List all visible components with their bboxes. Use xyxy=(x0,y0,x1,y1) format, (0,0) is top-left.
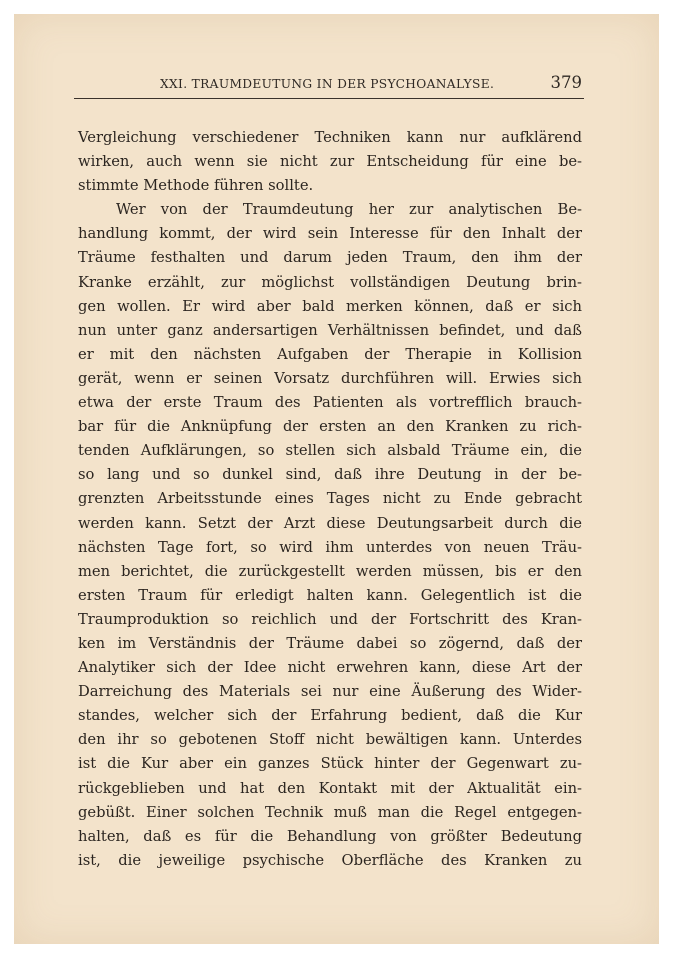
text-line: Darreichung des Materials sei nur eine Äußerung des Wider- xyxy=(78,683,582,701)
text-line: stimmte Methode führen sollte. xyxy=(78,177,314,195)
text-line: bar für die Anknüpfung der ersten an den Kranken zu rich- xyxy=(78,418,582,436)
text-line: so lang und so dunkel sind, daß ihre Deutung in der be- xyxy=(78,466,582,484)
page-header xyxy=(74,72,584,99)
running-title: XXI. TRAUMDEUTUNG IN DER PSYCHOANALYSE. xyxy=(160,77,495,91)
text-line: handlung kommt, der wird sein Interesse für den Inhalt der xyxy=(78,225,582,243)
text-line: nun unter ganz andersartigen Verhältnissen befindet, und daß xyxy=(78,321,582,339)
text-line: ist, die jeweilige psychische Oberfläche des Kranken zu xyxy=(78,851,582,869)
text-line: rückgeblieben und hat den Kontakt mit der Aktualität ein- xyxy=(78,779,582,797)
text-line: Kranke erzählt, zur möglichst vollständigen Deutung brin- xyxy=(78,273,582,291)
text-line: gebüßt. Einer solchen Technik muß man die Regel entgegen- xyxy=(78,803,582,821)
text-line: Träume festhalten und darum jeden Traum, den ihm der xyxy=(78,249,582,267)
text-line: Wer von der Traumdeutung her zur analytischen Be- xyxy=(116,201,582,219)
text-line: Vergleichung verschiedener Techniken kann nur aufklärend xyxy=(78,129,582,146)
text-line: werden kann. Setzt der Arzt diese Deutungsarbeit durch die xyxy=(78,514,582,532)
text-line: er mit den nächsten Aufgaben der Therapie in Kollision xyxy=(78,345,582,363)
text-line: tenden Aufklärungen, so stellen sich alsbald Träume ein, die xyxy=(78,442,582,460)
text-line: wirken, auch wenn sie nicht zur Entscheidung für eine be- xyxy=(78,153,582,171)
book-page xyxy=(14,14,659,944)
text-line: gen wollen. Er wird aber bald merken können, daß er sich xyxy=(78,297,582,315)
text-line: etwa der erste Traum des Patienten als vortrefflich brauch- xyxy=(78,394,582,412)
text-line: standes, welcher sich der Erfahrung bedient, daß die Kur xyxy=(78,707,582,725)
page-number: 379 xyxy=(550,73,582,92)
text-line: men berichtet, die zurückgestellt werden müssen, bis er den xyxy=(78,562,582,580)
text-line: grenzten Arbeitsstunde eines Tages nicht zu Ende gebracht xyxy=(78,490,582,508)
text-line: gerät, wenn er seinen Vorsatz durchführen will. Erwies sich xyxy=(78,369,582,387)
text-line: Traumproduktion so reichlich und der Fortschritt des Kran- xyxy=(78,610,582,628)
text-line: nächsten Tage fort, so wird ihm unterdes von neuen Träu- xyxy=(78,538,582,556)
text-line: den ihr so gebotenen Stoff nicht bewältigen kann. Unterdes xyxy=(78,731,582,749)
text-line: ersten Traum für erledigt halten kann. Gelegentlich ist die xyxy=(78,586,582,604)
text-line: ken im Verständnis der Träume dabei so zögernd, daß der xyxy=(78,634,582,652)
text-line: ist die Kur aber ein ganzes Stück hinter der Gegenwart zu- xyxy=(78,755,582,773)
body-text xyxy=(78,126,582,873)
text-line: halten, daß es für die Behandlung von größter Bedeutung xyxy=(78,827,582,845)
text-line: Analytiker sich der Idee nicht erwehren kann, diese Art der xyxy=(78,659,582,677)
